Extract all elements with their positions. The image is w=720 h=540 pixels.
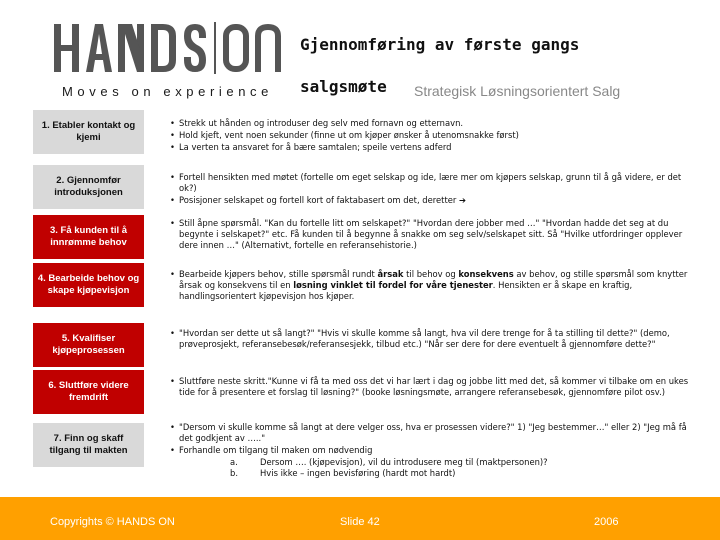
step-3-content	[170, 218, 690, 252]
step-4-box	[33, 263, 144, 307]
step-6-label: 6. Sluttføre videre fremdrift	[48, 380, 129, 403]
footer-bar	[0, 497, 720, 540]
step-2-box	[33, 165, 144, 209]
step-3-box	[33, 215, 144, 259]
step-2-content	[170, 172, 690, 207]
bullet: • La verten ta ansvaret for å bære samtalen; speile vertens adferd	[170, 142, 690, 153]
footer-copyright: Copyrights © HANDS ON	[50, 516, 175, 528]
step-5-label: 5. Kvalifiser kjøpeprosessen	[52, 333, 125, 356]
footer-year: 2006	[594, 516, 619, 528]
bullet: • Hold kjeft, vent noen sekunder (finne ut om kjøper ønsker å utenomsnakke først)	[170, 130, 690, 141]
hands-on-logo	[50, 22, 288, 74]
step-7-box	[33, 423, 144, 467]
bullet: • "Hvordan ser dette ut så langt?" "Hvis vi skulle komme så langt, hva vil dere trenge for å ta stilling til dette?" (demo, prøveprosjekt, referansebesøk/referansesjekk, tilbud etc.) "Når ser dere for dere eventuelt å gjennomføre dette?"	[170, 328, 690, 350]
sub-item: b. Hvis ikke – ingen bevisføring (hardt mot hardt)	[230, 468, 456, 478]
footer-slide-number: Slide 42	[340, 516, 380, 528]
bullet: • Fortell hensikten med møtet (fortelle om eget selskap og ide, lære mer om kjøpers selskap, grunn til å gå videre, er det ok?)	[170, 172, 690, 194]
bullet: • Strekk ut hånden og introduser deg selv med fornavn og etternavn.	[170, 118, 690, 129]
step-4-content	[170, 269, 690, 303]
step-1-content	[170, 118, 690, 154]
slide-subtitle: Strategisk Løsningsorientert Salg	[414, 83, 621, 99]
bullet: • Sluttføre neste skritt."Kunne vi få ta med oss det vi har lært i dag og jobbe litt med det, så kommer vi tilbake om en ukes tide for å presentere et forslag til løsning?" (booke løsningsmøte, arrangere referansebesøk, gjennomføre pilot osv.)	[170, 376, 690, 398]
step-5-box	[33, 323, 144, 367]
logo-tagline: Moves on experience	[62, 84, 273, 99]
step-7-label: 7. Finn og skaff tilgang til makten	[49, 433, 128, 456]
step-3-label: 3. Få kunden til å innrømme behov	[49, 225, 128, 248]
step-7-content	[170, 422, 690, 479]
bullet: • Still åpne spørsmål. "Kan du fortelle litt om selskapet?" "Hvordan dere jobber med …" "Hvordan hadde det seg at du begynte i selskapet?" etc. Få kunden til å begynne å snakke om seg selv/selskapet sitt. Så "Hvilke utfordringer opplever dere innen …" (Alternativt, fortelle en referansehistorie.)	[170, 218, 690, 251]
sub-item: a. Dersom …. (kjøpevisjon), vil du introdusere meg til (maktpersonen)?	[230, 457, 548, 467]
bullet: • Forhandle om tilgang til maken om nødvendig	[170, 445, 690, 456]
step-1-box	[33, 110, 144, 154]
bullet: • Posisjoner selskapet og fortell kort of faktabasert om det, deretter ➔	[170, 195, 690, 206]
step-6-box	[33, 370, 144, 414]
step-4-label: 4. Bearbeide behov og skape kjøpevisjon	[37, 273, 140, 296]
step-5-content	[170, 328, 690, 351]
step-1-label: 1. Etabler kontakt og kjemi	[41, 120, 136, 143]
step-6-content	[170, 376, 690, 399]
slide-title-line1: Gjennomføring av første gangs	[300, 35, 580, 54]
step-2-label: 2. Gjennomfør introduksjonen	[54, 175, 123, 198]
bullet: • Bearbeide kjøpers behov, stille spørsmål rundt årsak til behov og konsekvens av behov, og stille spørsmål som knytter årsak og konsekvens til en løsning vinklet til fordel for våre tjenester. Hensikten er å skape en kraftig, handlingsorientert kjøpevisjon hos kjøper.	[170, 269, 690, 302]
bullet: • "Dersom vi skulle komme så langt at dere velger oss, hva er prosessen videre?" 1) "Jeg bestemmer…" eller 2) "Jeg må få det godkjent av ….."	[170, 422, 690, 444]
slide-title-line2: salgsmøte	[300, 77, 387, 96]
